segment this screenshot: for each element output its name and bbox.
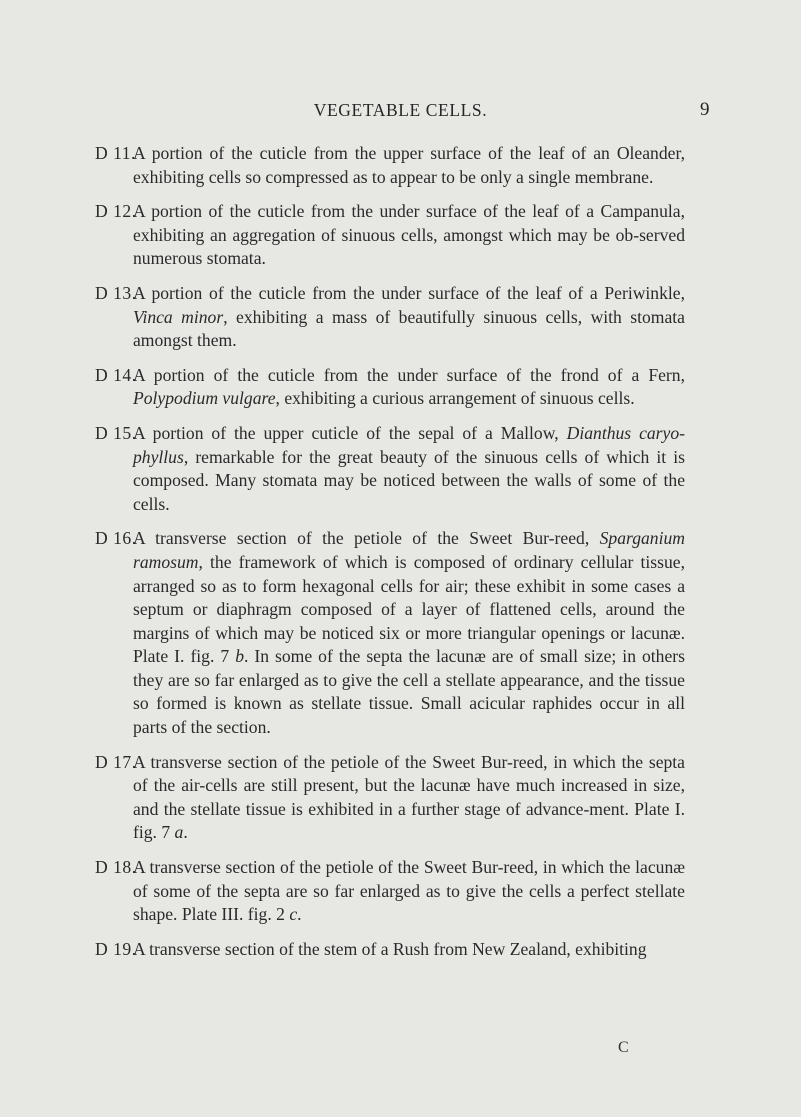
taxon-name: Dianthus caryo-phyllus [133,422,685,467]
description-text: A transverse section of the stem of a Rush from New Zealand, exhibiting [133,938,647,959]
taxon-name: c [289,904,298,925]
signature-mark: C [618,1039,629,1056]
specimen-number: D 19. [95,938,137,959]
specimen-description [133,283,685,350]
specimen-entry [95,856,685,927]
description-text: A transverse section of the petiole of the Sweet Bur-reed, in which the lacunæ of some of the septa are so far enlarged as to give the cells a perfect stellate shape. Plate III. fig. 2 [133,857,685,925]
specimen-entry [95,527,685,739]
specimen-description [133,528,685,737]
description-text: A portion of the cuticle from the under surface of the leaf of a Campanula, exhibiting an aggregation of sinuous cells, amongst which may be ob-served numerous stomata. [133,201,685,269]
taxon-name: b [235,646,244,667]
specimen-entry [95,938,685,962]
specimen-description [133,939,647,959]
description-text: . [183,822,188,843]
description-text: , exhibiting a curious arrangement of sinuous cells. [275,388,635,409]
description-text: A portion of the cuticle from the upper surface of the leaf of an Oleander, exhibiting cells so compressed as to appear to be only a single membrane. [133,143,685,187]
taxon-name: Sparganium ramosum [133,528,685,572]
running-title: VEGETABLE CELLS. [313,100,488,120]
specimen-description [133,143,685,187]
specimen-description [133,423,685,514]
specimen-entry [95,751,685,845]
specimen-description [133,201,685,268]
specimen-number: D 17. [95,751,137,772]
description-text: . [297,904,302,925]
specimen-number: D 13. [95,282,137,303]
specimen-description [133,857,685,924]
description-text: , the framework of which is composed of ordinary cellular tissue, arranged so as to form hexagonal cells for air; these exhibit in some cases a septum or diaphragm composed of a layer of flattened cells, around the margins of which may be noticed six or more triangular openings or lacunæ. Plate I. fig. 7 [133,551,685,667]
taxon-name: Polypodium vulgare [133,388,276,409]
specimen-entry [95,422,685,516]
specimen-description [133,752,685,843]
specimen-number: D 14. [95,364,137,385]
description-text: A portion of the cuticle from the under surface of the frond of a Fern, [133,364,685,385]
description-text: , exhibiting a mass of beautifully sinuous cells, with stomata amongst them. [133,306,685,351]
taxon-name: a [174,822,184,843]
description-text: A transverse section of the petiole of the Sweet Bur-reed, [133,528,600,549]
taxon-name: Vinca minor [133,306,224,327]
description-text: A transverse section of the petiole of the Sweet Bur-reed, in which the septa of the air-cells are still present, but the lacunæ have much increased in size, and the stellate tissue is exhibited in a further stage of advance-ment. Plate I. fig. 7 [133,751,685,843]
specimen-entry [95,200,685,271]
description-text: A portion of the cuticle from the under surface of the leaf of a Periwinkle, [133,282,685,303]
page-number: 9 [700,99,710,120]
specimen-entry [95,282,685,353]
specimen-number: D 11. [95,143,136,163]
specimen-entry [95,364,685,411]
specimen-number: D 18. [95,857,137,878]
specimen-entry [95,142,685,189]
specimen-list [95,142,685,972]
specimen-number: D 15. [95,422,137,443]
description-text: A portion of the upper cuticle of the sepal of a Mallow, [133,422,567,443]
specimen-description [133,365,685,409]
description-text: . In some of the septa the lacunæ are of small size; in others they are so far enlarged as to give the cell a stellate appearance, and the tissue so formed is known as stellate tissue. Small acicular raphides occur in all parts of the section. [133,646,685,738]
specimen-number: D 16. [95,528,137,549]
description-text: , remarkable for the great beauty of the sinuous cells of which it is composed. Many stomata may be noticed between the walls of some of the cells. [133,446,685,514]
specimen-number: D 12. [95,201,137,222]
